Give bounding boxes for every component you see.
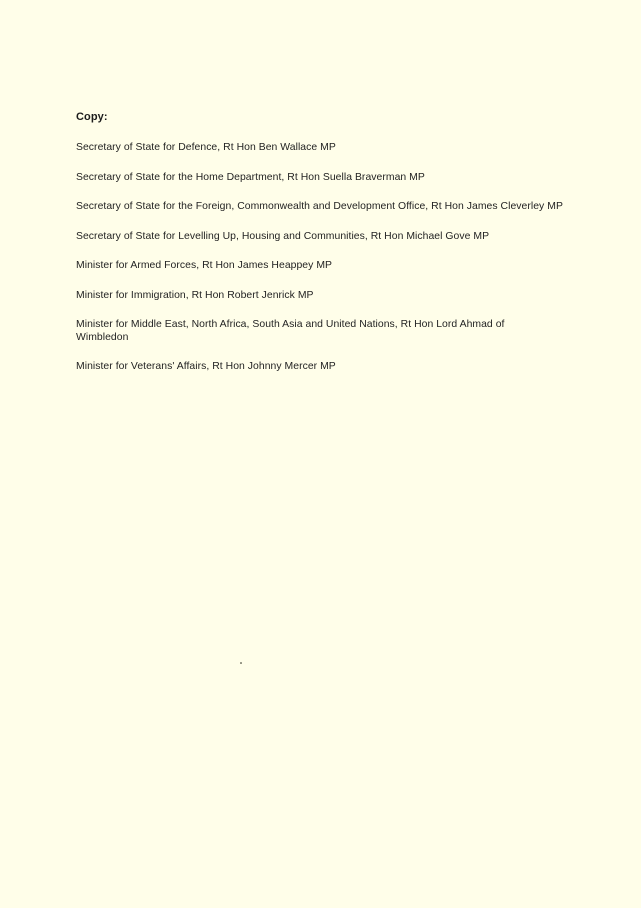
recipient-item: Minister for Middle East, North Africa, South Asia and United Nations, Rt Hon Lord Ahmad of Wimbledon xyxy=(76,319,505,343)
scan-speck xyxy=(240,662,242,664)
recipient-item: Minister for Armed Forces, Rt Hon James Heappey MP xyxy=(76,260,332,271)
recipient-item: Secretary of State for Levelling Up, Housing and Communities, Rt Hon Michael Gove MP xyxy=(76,230,490,242)
recipient-item: Secretary of State for the Home Department, Rt Hon Suella Braverman MP xyxy=(76,171,425,183)
recipient-item: Secretary of State for the Foreign, Commonwealth and Development Office, Rt Hon James Cleverley MP xyxy=(76,201,563,212)
recipient-item: Minister for Veterans' Affairs, Rt Hon Johnny Mercer MP xyxy=(76,361,336,372)
recipient-list xyxy=(76,142,576,391)
recipient-item: Minister for Immigration, Rt Hon Robert Jenrick MP xyxy=(76,289,314,301)
copy-heading: Copy: xyxy=(76,111,108,123)
recipient-item: Secretary of State for Defence, Rt Hon Ben Wallace MP xyxy=(76,142,336,153)
